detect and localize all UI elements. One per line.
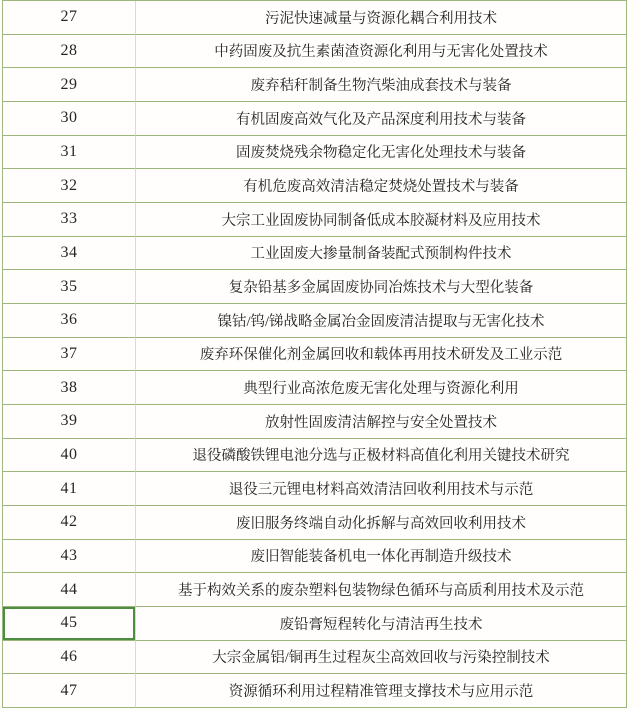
row-number-cell[interactable]: 30 xyxy=(3,102,136,136)
row-number-cell[interactable]: 32 xyxy=(3,169,136,203)
technology-title-cell[interactable]: 典型行业高浓危废无害化处理与资源化利用 xyxy=(136,371,627,405)
technology-title-cell[interactable]: 废旧智能装备机电一体化再制造升级技术 xyxy=(136,540,627,574)
technology-title-cell[interactable]: 有机固废高效气化及产品深度利用技术与装备 xyxy=(136,102,627,136)
technology-title-cell[interactable]: 镍钴/钨/锑战略金属冶金固废清洁提取与无害化技术 xyxy=(136,304,627,338)
row-number-cell[interactable]: 36 xyxy=(3,304,136,338)
table-row xyxy=(3,169,627,203)
table-row xyxy=(3,203,627,237)
table-row xyxy=(3,573,627,607)
row-number-cell[interactable]: 31 xyxy=(3,136,136,170)
technology-title-cell[interactable]: 固废焚烧残余物稳定化无害化处理技术与装备 xyxy=(136,136,627,170)
row-number-cell[interactable]: 38 xyxy=(3,371,136,405)
row-number-cell[interactable]: 29 xyxy=(3,68,136,102)
row-number-cell[interactable]: 41 xyxy=(3,472,136,506)
technology-title-cell[interactable]: 废铅膏短程转化与清洁再生技术 xyxy=(136,607,627,641)
table-row xyxy=(3,237,627,271)
row-number-cell[interactable]: 47 xyxy=(3,674,136,708)
technology-title-cell[interactable]: 废旧服务终端自动化拆解与高效回收利用技术 xyxy=(136,506,627,540)
technology-title-cell[interactable]: 工业固废大掺量制备装配式预制构件技术 xyxy=(136,237,627,271)
row-number-cell[interactable]: 33 xyxy=(3,203,136,237)
row-number-cell[interactable]: 39 xyxy=(3,405,136,439)
technology-title-cell[interactable]: 大宗金属铝/铜再生过程灰尘高效回收与污染控制技术 xyxy=(136,641,627,675)
technology-title-cell[interactable]: 中药固废及抗生素菌渣资源化利用与无害化处置技术 xyxy=(136,35,627,69)
technology-title-cell[interactable]: 资源循环利用过程精准管理支撑技术与应用示范 xyxy=(136,674,627,708)
row-number-cell[interactable]: 27 xyxy=(3,1,136,35)
table-row xyxy=(3,607,627,641)
table-row xyxy=(3,338,627,372)
table-row xyxy=(3,68,627,102)
table-row xyxy=(3,35,627,69)
technology-title-cell[interactable]: 退役磷酸铁锂电池分选与正极材料高值化利用关键技术研究 xyxy=(136,439,627,473)
technology-title-cell[interactable]: 大宗工业固废协同制备低成本胶凝材料及应用技术 xyxy=(136,203,627,237)
row-number-cell[interactable]: 28 xyxy=(3,35,136,69)
row-number-cell[interactable]: 37 xyxy=(3,338,136,372)
technology-title-cell[interactable]: 复杂铅基多金属固废协同冶炼技术与大型化装备 xyxy=(136,270,627,304)
table-row xyxy=(3,472,627,506)
table-row xyxy=(3,102,627,136)
row-number-cell[interactable]: 40 xyxy=(3,439,136,473)
table-row xyxy=(3,304,627,338)
technology-table xyxy=(2,0,627,708)
selected-cell[interactable]: 45 xyxy=(3,607,136,641)
row-number-cell[interactable]: 35 xyxy=(3,270,136,304)
technology-title-cell[interactable]: 废弃秸秆制备生物汽柴油成套技术与装备 xyxy=(136,68,627,102)
row-number-cell[interactable]: 34 xyxy=(3,237,136,271)
table-row xyxy=(3,674,627,708)
row-number-cell[interactable]: 46 xyxy=(3,641,136,675)
row-number-cell[interactable]: 43 xyxy=(3,540,136,574)
row-number-cell[interactable]: 42 xyxy=(3,506,136,540)
table-row xyxy=(3,439,627,473)
table-row xyxy=(3,270,627,304)
technology-title-cell[interactable]: 退役三元锂电材料高效清洁回收利用技术与示范 xyxy=(136,472,627,506)
table-row xyxy=(3,641,627,675)
technology-title-cell[interactable]: 有机危废高效清洁稳定焚烧处置技术与装备 xyxy=(136,169,627,203)
table-row xyxy=(3,405,627,439)
technology-title-cell[interactable]: 放射性固废清洁解控与安全处置技术 xyxy=(136,405,627,439)
table-row xyxy=(3,371,627,405)
technology-title-cell[interactable]: 基于构效关系的废杂塑料包装物绿色循环与高质利用技术及示范 xyxy=(136,573,627,607)
table-row xyxy=(3,136,627,170)
table-row xyxy=(3,506,627,540)
technology-title-cell[interactable]: 废弃环保催化剂金属回收和载体再用技术研发及工业示范 xyxy=(136,338,627,372)
table-row xyxy=(3,540,627,574)
table-row xyxy=(3,1,627,35)
technology-title-cell[interactable]: 污泥快速减量与资源化耦合利用技术 xyxy=(136,1,627,35)
row-number-cell[interactable]: 44 xyxy=(3,573,136,607)
